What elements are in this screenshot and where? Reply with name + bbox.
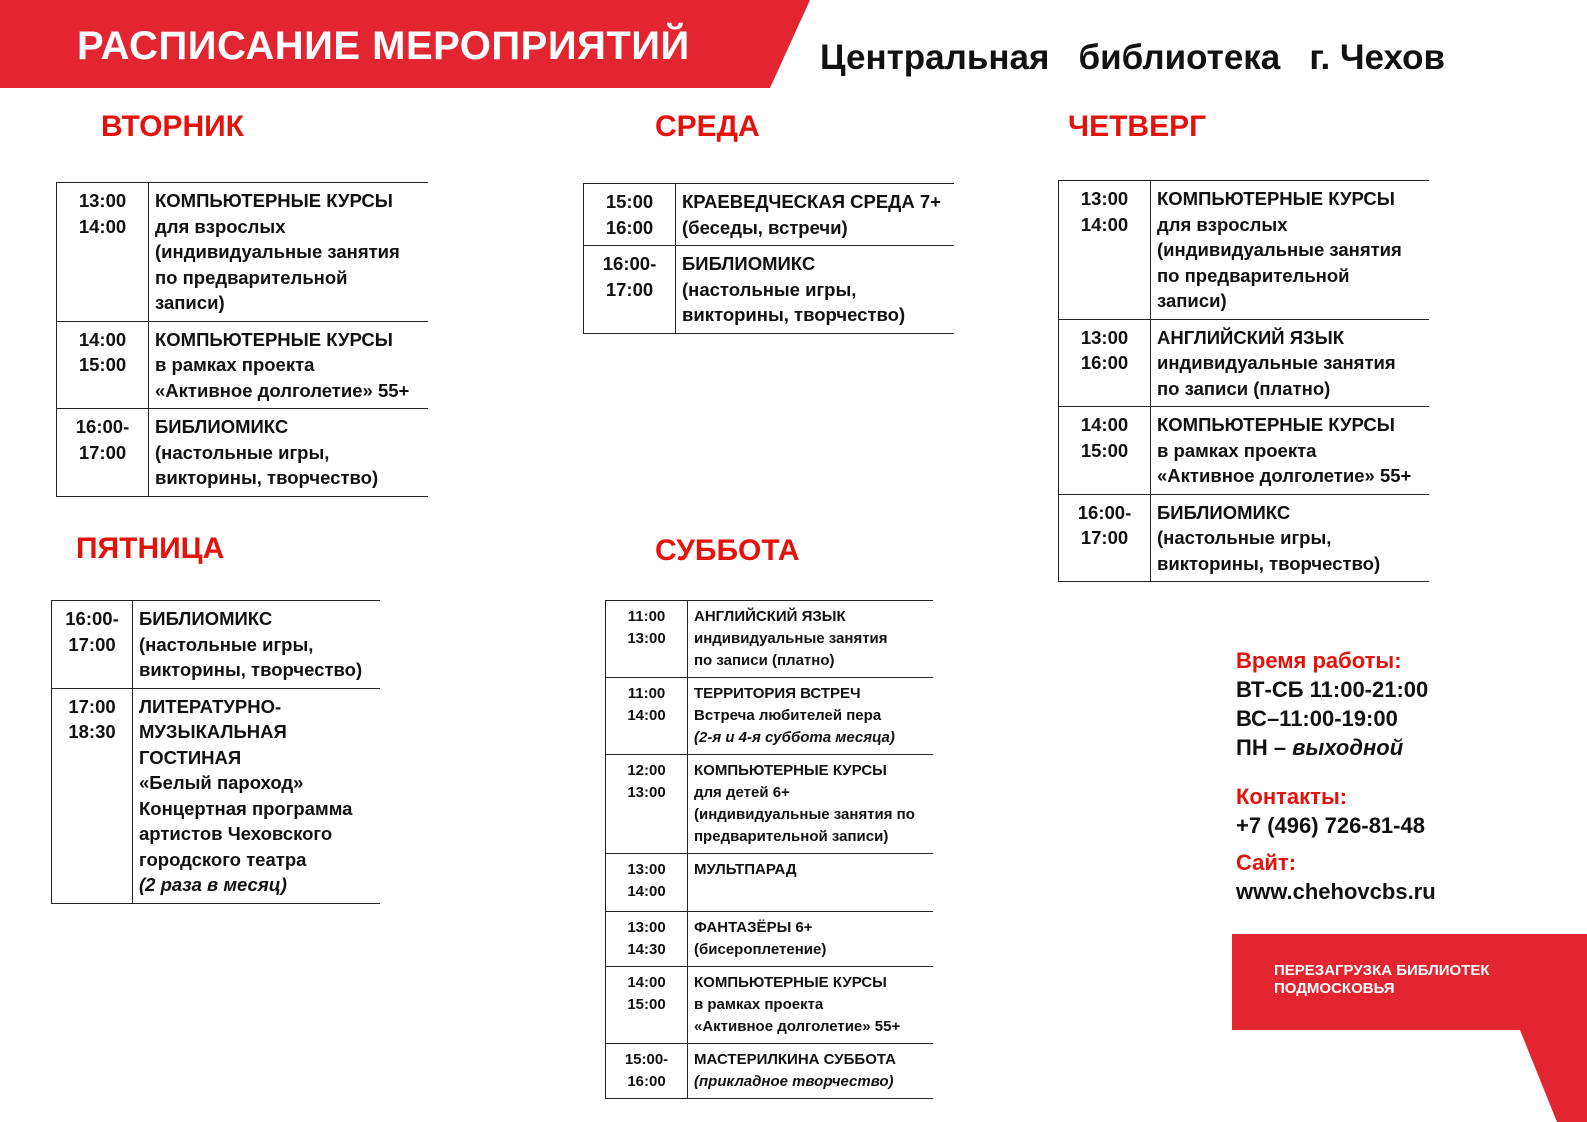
schedule-row	[1059, 494, 1430, 582]
event-title: АНГЛИЙСКИЙ ЯЗЫК	[1157, 326, 1344, 348]
banner-title: РАСПИСАНИЕ МЕРОПРИЯТИЙ	[77, 24, 690, 68]
event-title: МАСТЕРИЛКИНА СУББОТА	[694, 1051, 896, 1068]
event-description	[1151, 319, 1430, 407]
event-time	[606, 601, 688, 678]
site-link[interactable]: www.chehovcbs.ru	[1236, 879, 1436, 904]
schedule-table-wednesday	[583, 183, 954, 334]
event-time	[606, 1044, 688, 1099]
promo-line: ПЕРЕЗАГРУЗКА БИБЛИОТЕК	[1274, 962, 1490, 979]
schedule-table-friday	[51, 600, 380, 904]
event-description	[676, 246, 955, 334]
event-description	[688, 854, 934, 912]
time-line: 16:00-	[75, 416, 130, 437]
event-description	[688, 967, 934, 1044]
time-line: 16:00	[627, 1073, 666, 1090]
event-detail: по предварительной	[1157, 264, 1350, 286]
event-description	[133, 601, 381, 689]
event-title: ЛИТЕРАТУРНО-	[139, 695, 282, 717]
event-time	[52, 601, 133, 689]
event-detail: (настольные игры,	[155, 441, 330, 463]
event-detail: викторины, творчество)	[1157, 552, 1381, 574]
time-line: 12:00	[627, 762, 666, 779]
event-detail: (беседы, встречи)	[682, 216, 848, 238]
event-title: КРАЕВЕДЧЕСКАЯ СРЕДА 7+	[682, 191, 941, 212]
event-detail: «Активное долголетие» 55+	[155, 379, 410, 401]
event-description	[688, 601, 934, 678]
event-time	[584, 246, 676, 334]
event-time	[606, 678, 688, 755]
hours-line: ВС–11:00-19:00	[1236, 706, 1398, 731]
event-time	[52, 688, 133, 903]
event-description	[688, 755, 934, 854]
time-line: 13:00	[627, 861, 666, 878]
time-line: 14:30	[627, 941, 666, 958]
event-title: КОМПЬЮТЕРНЫЕ КУРСЫ	[1157, 188, 1395, 209]
event-detail: в рамках проекта	[155, 354, 315, 375]
schedule-table-thursday	[1058, 180, 1429, 582]
event-detail: (индивидуальные занятия по	[694, 806, 915, 823]
schedule-row	[606, 755, 934, 854]
event-time	[1059, 407, 1151, 495]
event-detail: (настольные игры,	[1157, 527, 1332, 548]
event-detail: ГОСТИНАЯ	[139, 746, 242, 768]
event-detail: Концертная программа	[139, 797, 353, 819]
schedule-row	[584, 246, 955, 334]
time-line: 14:00	[627, 974, 666, 991]
time-line: 17:00	[78, 441, 127, 463]
monday-prefix: ПН –	[1236, 735, 1293, 760]
time-line: 17:00	[68, 695, 116, 717]
schedule-row	[606, 1044, 934, 1099]
event-title: КОМПЬЮТЕРНЫЕ КУРСЫ	[694, 762, 887, 779]
schedule-row	[584, 184, 955, 246]
event-title: БИБЛИОМИКС	[155, 416, 289, 437]
event-time	[57, 409, 149, 497]
time-line: 15:00-	[624, 1051, 669, 1068]
event-detail: записи)	[155, 292, 225, 313]
event-title: КОМПЬЮТЕРНЫЕ КУРСЫ	[1157, 414, 1395, 435]
event-time	[606, 912, 688, 967]
event-description	[688, 678, 934, 755]
event-title: ТЕРРИТОРИЯ ВСТРЕЧ	[694, 685, 861, 702]
event-title: БИБЛИОМИКС	[682, 253, 816, 274]
event-detail: (индивидуальные занятия	[1157, 239, 1402, 260]
event-detail: викторины, творчество)	[139, 659, 363, 680]
event-time	[584, 184, 676, 246]
info-panel	[1236, 646, 1436, 906]
schedule-table-saturday	[605, 600, 933, 1099]
time-line: 13:00	[1080, 188, 1129, 209]
time-line: 18:30	[68, 721, 116, 742]
event-description	[149, 183, 429, 322]
schedule-row	[1059, 407, 1430, 495]
phone-number[interactable]: +7 (496) 726-81-48	[1236, 813, 1425, 838]
event-note: (прикладное творчество)	[694, 1073, 894, 1090]
schedule-row	[1059, 181, 1430, 320]
schedule-row	[606, 912, 934, 967]
event-time	[1059, 181, 1151, 320]
event-detail: для детей 6+	[694, 784, 790, 801]
event-description	[1151, 181, 1430, 320]
event-detail: записи)	[1157, 290, 1227, 311]
contacts-label: Контакты:	[1236, 784, 1348, 809]
time-line: 14:00	[1080, 414, 1129, 435]
time-line: 16:00-	[602, 253, 657, 274]
day-heading-tuesday: ВТОРНИК	[101, 110, 244, 143]
event-detail: предварительной записи)	[694, 828, 889, 845]
event-description	[1151, 494, 1430, 582]
monday-value: выходной	[1292, 735, 1404, 760]
hours-line: ВТ-СБ 11:00-21:00	[1236, 677, 1429, 702]
event-time	[1059, 319, 1151, 407]
event-title: КОМПЬЮТЕРНЫЕ КУРСЫ	[694, 974, 887, 991]
site-label: Сайт:	[1236, 850, 1297, 875]
time-line: 13:00	[627, 919, 666, 936]
event-note: (2 раза в месяц)	[139, 874, 287, 895]
event-time	[1059, 494, 1151, 582]
schedule-row	[606, 854, 934, 912]
time-line: 14:00	[78, 328, 127, 350]
event-detail: «Белый пароход»	[139, 772, 304, 793]
time-line: 11:00	[627, 608, 666, 625]
event-detail: «Активное долголетие» 55+	[694, 1018, 901, 1035]
time-line: 14:00	[1080, 213, 1129, 235]
event-title: АНГЛИЙСКИЙ ЯЗЫК	[694, 608, 846, 625]
time-line: 11:00	[627, 685, 666, 702]
time-line: 17:00	[68, 633, 116, 655]
event-time	[606, 967, 688, 1044]
time-line: 14:00	[78, 215, 127, 237]
event-title: БИБЛИОМИКС	[139, 608, 273, 629]
day-heading-saturday: СУББОТА	[655, 534, 800, 567]
day-heading-wednesday: СРЕДА	[655, 110, 760, 143]
event-detail: Встреча любителей пера	[694, 707, 882, 724]
event-detail: по предварительной	[155, 266, 348, 288]
schedule-row	[57, 409, 429, 497]
event-title: КОМПЬЮТЕРНЫЕ КУРСЫ	[155, 328, 393, 350]
event-description	[1151, 407, 1430, 495]
event-detail: городского театра	[139, 848, 307, 870]
event-detail: (бисероплетение)	[694, 941, 827, 958]
event-note: (2-я и 4-я суббота месяца)	[694, 729, 895, 746]
event-detail: для взрослых	[1157, 213, 1288, 235]
promo-line: ПОДМОСКОВЬЯ	[1274, 980, 1395, 997]
event-description	[688, 912, 934, 967]
time-line: 14:00	[627, 707, 666, 724]
schedule-row	[57, 183, 429, 322]
event-description	[688, 1044, 934, 1099]
time-line: 17:00	[1080, 527, 1129, 548]
time-line: 13:00	[1080, 326, 1129, 348]
event-description	[133, 688, 381, 903]
schedule-row	[606, 678, 934, 755]
event-detail: артистов Чеховского	[139, 823, 333, 844]
event-detail: (настольные игры,	[139, 633, 314, 655]
event-detail: МУЗЫКАЛЬНАЯ	[139, 721, 287, 742]
schedule-table-tuesday	[56, 182, 428, 497]
event-time	[606, 854, 688, 912]
event-title: ФАНТАЗЁРЫ 6+	[694, 919, 813, 936]
event-detail: в рамках проекта	[1157, 439, 1317, 461]
event-title: КОМПЬЮТЕРНЫЕ КУРСЫ	[155, 190, 393, 211]
schedule-row	[606, 601, 934, 678]
time-line: 16:00	[1080, 352, 1129, 373]
event-title: МУЛЬТПАРАД	[694, 861, 797, 878]
event-detail: в рамках проекта	[694, 996, 824, 1013]
time-line: 14:00	[627, 883, 666, 900]
event-time	[606, 755, 688, 854]
event-detail: индивидуальные занятия	[694, 630, 888, 647]
event-time	[57, 321, 149, 409]
schedule-row	[52, 688, 381, 903]
day-heading-friday: ПЯТНИЦА	[76, 532, 225, 565]
event-detail: (индивидуальные занятия	[155, 241, 400, 262]
event-detail: викторины, творчество)	[682, 304, 906, 325]
event-description	[676, 184, 955, 246]
event-time	[57, 183, 149, 322]
time-line: 16:00	[605, 216, 654, 238]
monday-line	[1236, 733, 1436, 762]
schedule-row	[606, 967, 934, 1044]
event-detail: (настольные игры,	[682, 278, 857, 300]
time-line: 15:00	[78, 354, 127, 375]
time-line: 17:00	[605, 278, 654, 300]
event-detail: индивидуальные занятия	[1157, 352, 1396, 373]
hours-label: Время работы:	[1236, 648, 1402, 673]
time-line: 16:00-	[1077, 501, 1132, 523]
time-line: 15:00	[605, 191, 654, 212]
time-line: 13:00	[627, 630, 666, 647]
time-line: 13:00	[78, 190, 127, 211]
event-detail: викторины, творчество)	[155, 467, 379, 488]
promo-text	[1274, 962, 1490, 998]
time-line: 16:00-	[65, 608, 119, 629]
event-detail: «Активное долголетие» 55+	[1157, 465, 1412, 486]
time-line: 15:00	[1080, 439, 1129, 461]
event-detail: для взрослых	[155, 215, 286, 237]
event-detail: по записи (платно)	[694, 652, 835, 669]
event-description	[149, 321, 429, 409]
time-line: 15:00	[627, 996, 666, 1013]
day-heading-thursday: ЧЕТВЕРГ	[1068, 110, 1207, 143]
time-line: 13:00	[627, 784, 666, 801]
event-title: БИБЛИОМИКС	[1157, 501, 1291, 523]
schedule-row	[57, 321, 429, 409]
event-detail: по записи (платно)	[1157, 377, 1331, 399]
event-description	[149, 409, 429, 497]
schedule-row	[52, 601, 381, 689]
library-title: Центральная библиотека г. Чехов	[820, 38, 1446, 77]
schedule-row	[1059, 319, 1430, 407]
